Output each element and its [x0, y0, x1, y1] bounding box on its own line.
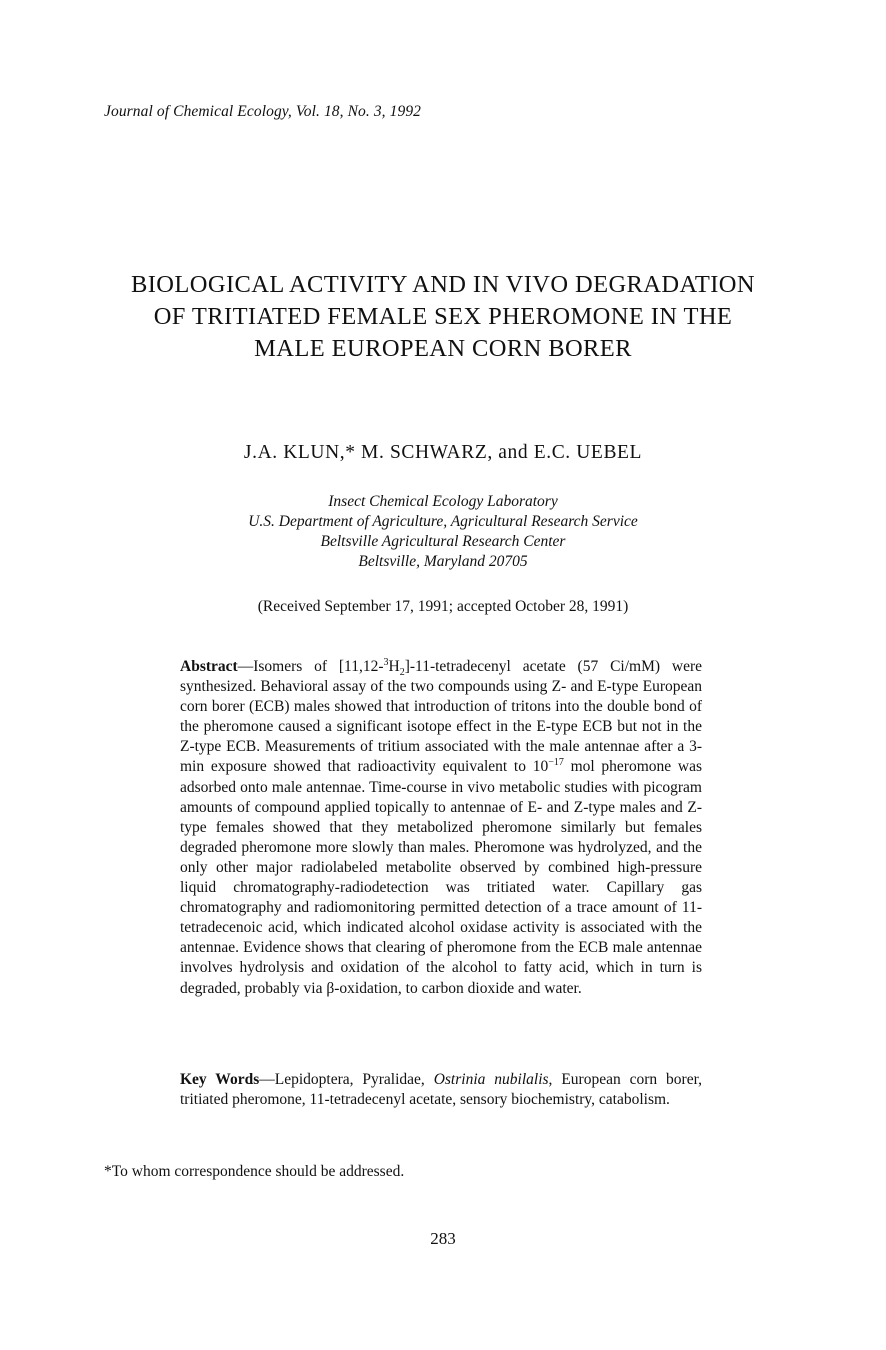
affiliation: [90, 492, 796, 572]
title-line-1: BIOLOGICAL ACTIVITY AND IN VIVO DEGRADATION: [131, 271, 755, 298]
correspondence-footnote: *To whom correspondence should be addressed.: [104, 1163, 405, 1180]
abstract-subscript-2: 2: [399, 667, 405, 679]
page-number: 283: [430, 1229, 456, 1248]
abstract-superscript-3: 3: [383, 656, 389, 668]
affiliation-lab: Insect Chemical Ecology Laboratory: [328, 493, 558, 510]
title-line-3: MALE EUROPEAN CORN BORER: [254, 335, 632, 362]
abstract-label: Abstract: [180, 658, 238, 675]
author-list: J.A. KLUN,* M. SCHWARZ, and E.C. UEBEL: [243, 442, 643, 463]
paper-title: [90, 269, 796, 365]
key-words-label: Key Words: [180, 1071, 260, 1088]
key-words-text-1: —Lepidoptera, Pyralidae,: [259, 1071, 434, 1088]
key-words-species: Ostrinia nubilalis: [433, 1071, 549, 1088]
key-words: [180, 1070, 702, 1110]
abstract-text-2: ]-11-tetradecenyl acetate (57 Ci/mM) were synthesized. Behavioral assay of the two compounds using Z- and E-type European corn borer (ECB) males showed that introduction of tritons into the double bond of the pheromone caused a significant isotope effect in the E-type ECB but not in the Z-type ECB. Measurements of tritium associated with the male antennae after a 3-min exposure showed that radioactivity equivalent to: [180, 658, 702, 776]
affiliation-location: Beltsville, Maryland 20705: [358, 553, 528, 570]
affiliation-center: Beltsville Agricultural Research Center: [320, 533, 566, 550]
affiliation-department: U.S. Department of Agriculture, Agricultural Research Service: [248, 513, 638, 530]
abstract-text-ten: 10: [532, 758, 549, 776]
abstract-text-1: —Isomers of [11,12-: [237, 658, 384, 675]
abstract-exponent: −17: [548, 757, 564, 769]
abstract-text-h: H: [388, 658, 400, 675]
received-dates: (Received September 17, 1991; accepted October 28, 1991): [257, 598, 629, 615]
key-words-text-2: , European corn borer, tritiated pheromone, 11-tetradecenyl acetate, sensory biochemistry, catabolism.: [180, 1071, 703, 1109]
abstract: [180, 657, 702, 999]
title-line-2: OF TRITIATED FEMALE SEX PHEROMONE IN THE: [153, 303, 733, 330]
abstract-text-3: mol pheromone was adsorbed onto male antennae. Time-course in vivo metabolic studies with picogram amounts of compound applied topically to antennae of E- and Z-type males and Z-type females showed that they metabolized pheromone similarly but females degraded pheromone more slowly than males. Pheromone was hydrolyzed, and the only other major radiolabeled metabolite observed by combined high-pressure liquid chromatography-radiodetection was tritiated water. Capillary gas chromatography and radiomonitoring permitted detection of a trace amount of 11-tetradecenoic acid, which indicated alcohol oxidase activity is associated with the antennae. Evidence shows that clearing of pheromone from the ECB male antennae involves hydrolysis and oxidation of the alcohol to fatty acid, which in turn is degraded, probably via β-oxidation, to carbon dioxide and water.: [180, 758, 702, 997]
journal-citation: Journal of Chemical Ecology, Vol. 18, No. 3, 1992: [104, 103, 422, 120]
